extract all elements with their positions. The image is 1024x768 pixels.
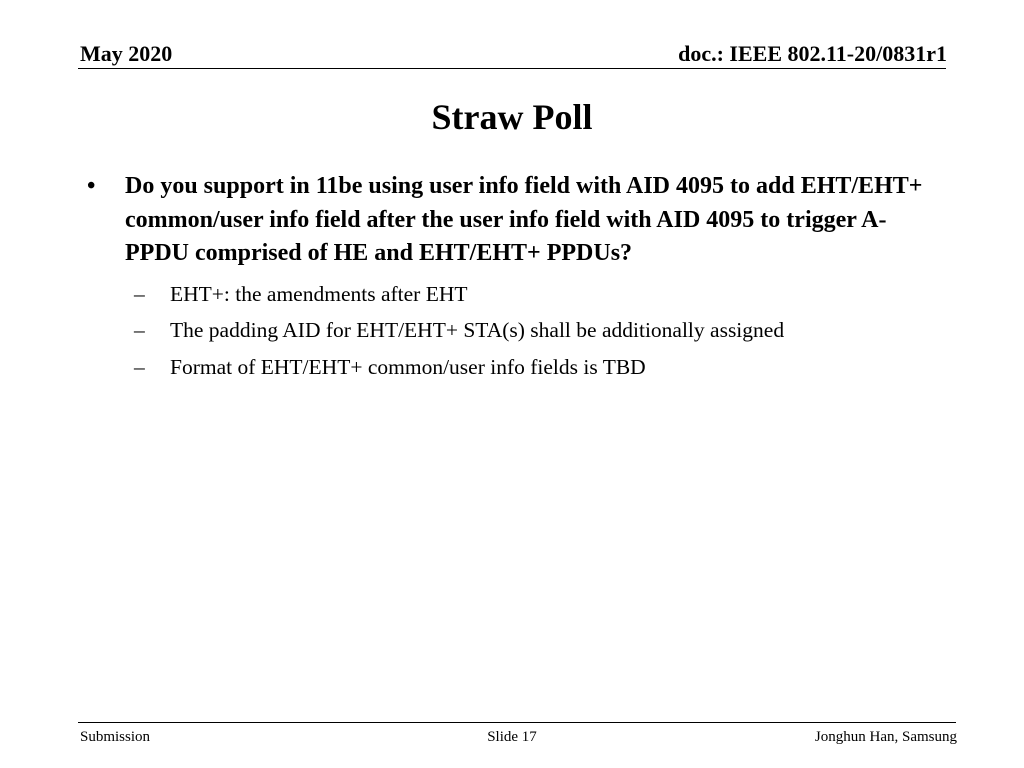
footer-submission: Submission (80, 729, 151, 745)
slide-title: Straw Poll (431, 97, 593, 137)
footer-slide-number: Slide 17 (487, 729, 537, 745)
sub-bullet-text: Format of EHT/EHT+ common/user info fields is TBD (170, 354, 646, 379)
header-date: May 2020 (80, 41, 173, 66)
sub-bullet-list (80, 276, 940, 386)
sub-bullet-item (80, 276, 940, 313)
bullet-item (80, 170, 940, 271)
bullet-dot-icon: • (87, 173, 96, 199)
footer-divider (78, 722, 956, 723)
dash-icon: – (134, 281, 145, 306)
sub-bullet-item (80, 312, 940, 349)
dash-icon: – (134, 318, 145, 342)
header-divider (78, 68, 946, 69)
bullet-question-text: Do you support in 11be using user info field with AID 4095 to add EHT/EHT+ common/user info field after the user info field with AID 4095 to trigger A-PPDU comprised of HE and EHT/EHT+ PPDUs? (125, 173, 923, 266)
sub-bullet-text: EHT+: the amendments after EHT (170, 281, 468, 306)
footer-author: Jonghun Han, Samsung (814, 729, 957, 745)
sub-bullet-item (80, 349, 940, 386)
dash-icon: – (134, 354, 145, 379)
sub-bullet-text: The padding AID for EHT/EHT+ STA(s) shall be additionally assigned (170, 318, 785, 342)
header-doc-id: doc.: IEEE 802.11-20/0831r1 (678, 41, 947, 66)
slide-body (80, 170, 940, 385)
